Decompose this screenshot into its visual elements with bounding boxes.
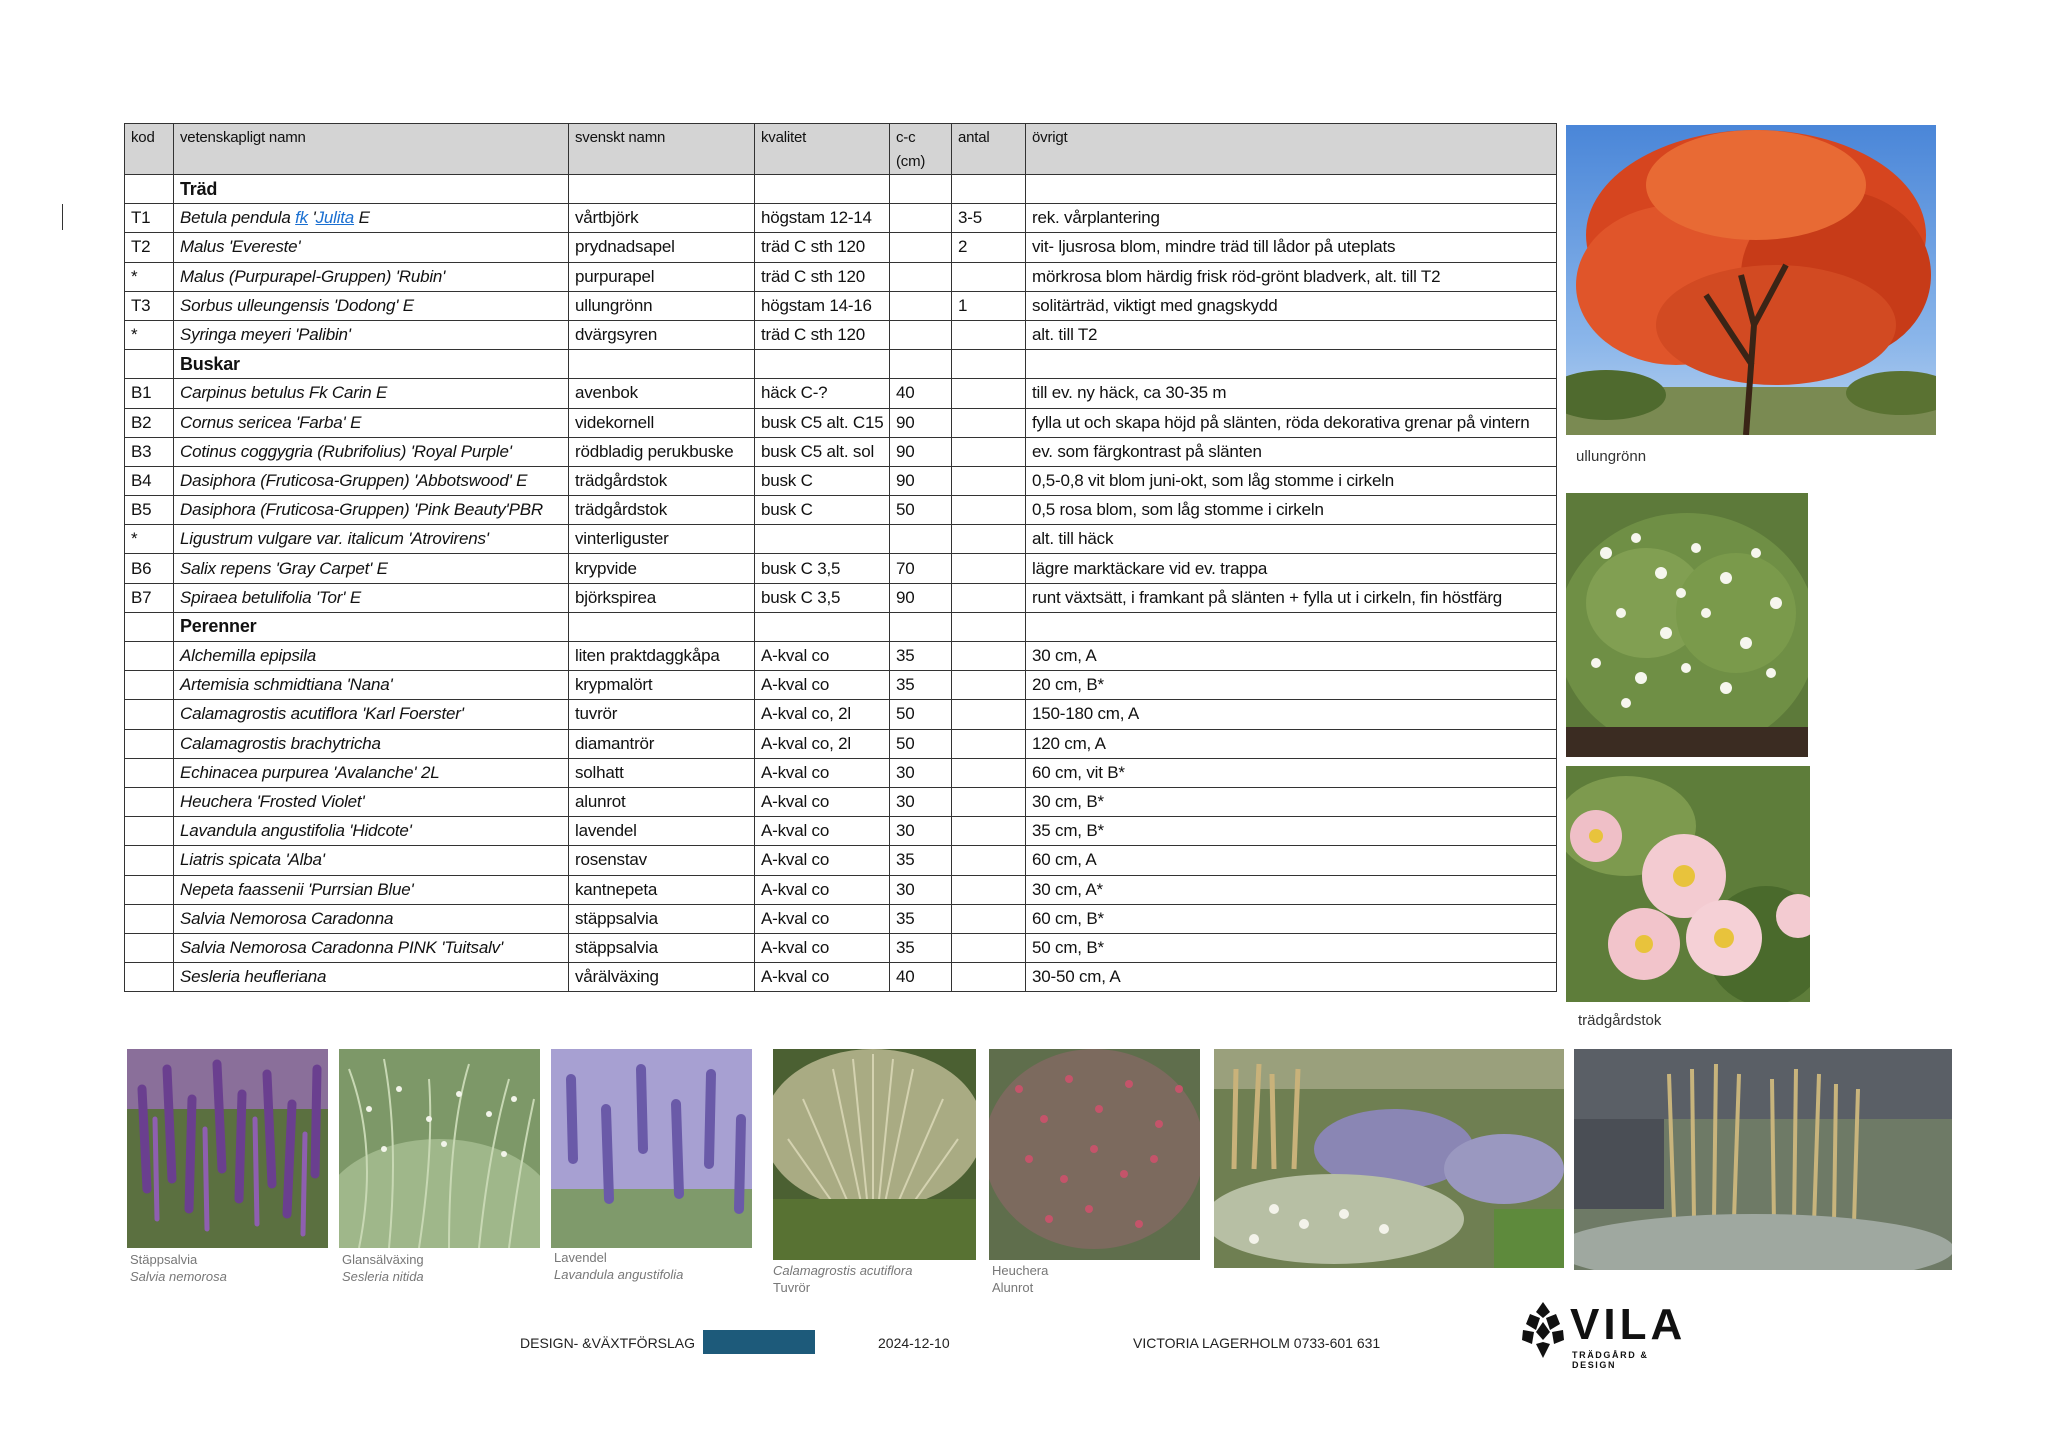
row-scientific-name: Echinacea purpurea 'Avalanche' 2L	[174, 758, 569, 787]
row-quality: A-kval co	[755, 642, 890, 671]
row-spacing: 35	[890, 904, 952, 933]
row-quantity	[952, 700, 1026, 729]
row-notes: vit- ljusrosa blom, mindre träd till lådor på uteplats	[1026, 233, 1557, 262]
row-notes: 0,5 rosa blom, som låg stomme i cirkeln	[1026, 496, 1557, 525]
heuchera-photo	[989, 1049, 1200, 1260]
row-scientific-name: Ligustrum vulgare var. italicum 'Atrovirens'	[174, 525, 569, 554]
row-code	[125, 817, 174, 846]
pink-potentilla-photo	[1566, 766, 1810, 1002]
row-notes: 60 cm, B*	[1026, 904, 1557, 933]
row-scientific-name: Artemisia schmidtiana 'Nana'	[174, 671, 569, 700]
row-notes: rek. vårplantering	[1026, 204, 1557, 233]
row-scientific-name: Perenner	[174, 612, 569, 641]
row-notes: 35 cm, B*	[1026, 817, 1557, 846]
row-quality: A-kval co	[755, 817, 890, 846]
row-spacing: 90	[890, 583, 952, 612]
table-row	[125, 262, 1557, 291]
row-notes: 150-180 cm, A	[1026, 700, 1557, 729]
row-scientific-name: Salix repens 'Gray Carpet' E	[174, 554, 569, 583]
row-spacing	[890, 262, 952, 291]
row-quantity	[952, 642, 1026, 671]
row-spacing	[890, 612, 952, 641]
gallery-caption-lavender: Lavendel Lavandula angustifolia	[554, 1250, 684, 1282]
row-notes	[1026, 612, 1557, 641]
row-scientific-name: Carpinus betulus Fk Carin E	[174, 379, 569, 408]
table-section-row	[125, 612, 1557, 641]
row-code: B6	[125, 554, 174, 583]
row-swedish-name	[569, 350, 755, 379]
row-quality: träd C sth 120	[755, 320, 890, 349]
row-spacing: 90	[890, 437, 952, 466]
row-swedish-name: vinterliguster	[569, 525, 755, 554]
table-header-row	[125, 124, 1557, 175]
row-scientific-name: Liatris spicata 'Alba'	[174, 846, 569, 875]
row-quality	[755, 612, 890, 641]
row-swedish-name: stäppsalvia	[569, 904, 755, 933]
table-row	[125, 933, 1557, 962]
row-quantity	[952, 175, 1026, 204]
table-row	[125, 204, 1557, 233]
row-notes: 60 cm, vit B*	[1026, 758, 1557, 787]
row-scientific-name: Syringa meyeri 'Palibin'	[174, 320, 569, 349]
rowan-tree-photo	[1566, 125, 1936, 435]
row-notes: solitärträd, viktigt med gnagskydd	[1026, 291, 1557, 320]
table-row	[125, 729, 1557, 758]
footer-contact: VICTORIA LAGERHOLM 0733-601 631	[1133, 1335, 1381, 1351]
row-swedish-name: solhatt	[569, 758, 755, 787]
row-code	[125, 642, 174, 671]
row-code: B3	[125, 437, 174, 466]
logo-name: VILA	[1570, 1300, 1687, 1349]
row-scientific-name: Cornus sericea 'Farba' E	[174, 408, 569, 437]
row-swedish-name	[569, 175, 755, 204]
row-code: B7	[125, 583, 174, 612]
row-spacing: 35	[890, 846, 952, 875]
row-notes: 20 cm, B*	[1026, 671, 1557, 700]
garden-border-photo	[1214, 1049, 1564, 1268]
redacted-block	[703, 1330, 815, 1354]
table-row	[125, 408, 1557, 437]
row-code: B5	[125, 496, 174, 525]
row-swedish-name: lavendel	[569, 817, 755, 846]
row-swedish-name: trädgårdstok	[569, 466, 755, 495]
table-row	[125, 291, 1557, 320]
row-swedish-name: liten praktdaggkåpa	[569, 642, 755, 671]
row-code	[125, 175, 174, 204]
row-swedish-name: vårälväxing	[569, 963, 755, 992]
row-swedish-name: avenbok	[569, 379, 755, 408]
row-notes: 120 cm, A	[1026, 729, 1557, 758]
row-swedish-name: alunrot	[569, 787, 755, 816]
row-quality: A-kval co, 2l	[755, 729, 890, 758]
row-spacing: 30	[890, 817, 952, 846]
row-spacing	[890, 204, 952, 233]
row-quantity	[952, 671, 1026, 700]
row-quality: A-kval co	[755, 846, 890, 875]
table-row	[125, 904, 1557, 933]
row-quality: A-kval co	[755, 758, 890, 787]
row-scientific-name: Lavandula angustifolia 'Hidcote'	[174, 817, 569, 846]
row-scientific-name: Sorbus ulleungensis 'Dodong' E	[174, 291, 569, 320]
row-swedish-name: vårtbjörk	[569, 204, 755, 233]
row-quantity	[952, 963, 1026, 992]
row-notes: 30 cm, A*	[1026, 875, 1557, 904]
row-notes: fylla ut och skapa höjd på slänten, röda dekorativa grenar på vintern	[1026, 408, 1557, 437]
row-code: T1	[125, 204, 174, 233]
link-julita[interactable]: Julita	[315, 208, 355, 228]
row-quantity	[952, 904, 1026, 933]
vila-logo	[1520, 1300, 1690, 1370]
row-quantity	[952, 525, 1026, 554]
row-scientific-name: Heuchera 'Frosted Violet'	[174, 787, 569, 816]
lavender-photo	[551, 1049, 752, 1248]
salvia-photo	[127, 1049, 328, 1248]
table-row	[125, 787, 1557, 816]
row-quantity	[952, 933, 1026, 962]
table-row	[125, 671, 1557, 700]
table-row	[125, 554, 1557, 583]
row-swedish-name: videkornell	[569, 408, 755, 437]
row-code: *	[125, 320, 174, 349]
table-row	[125, 525, 1557, 554]
row-notes: lägre marktäckare vid ev. trappa	[1026, 554, 1557, 583]
row-notes	[1026, 175, 1557, 204]
row-quantity	[952, 466, 1026, 495]
row-swedish-name: tuvrör	[569, 700, 755, 729]
row-spacing: 30	[890, 875, 952, 904]
row-spacing: 35	[890, 671, 952, 700]
row-scientific-name: Sesleria heufleriana	[174, 963, 569, 992]
row-code	[125, 933, 174, 962]
row-code: B1	[125, 379, 174, 408]
table-row	[125, 437, 1557, 466]
row-swedish-name: dvärgsyren	[569, 320, 755, 349]
row-spacing: 35	[890, 933, 952, 962]
row-quantity	[952, 350, 1026, 379]
row-notes: 0,5-0,8 vit blom juni-okt, som låg stomme i cirkeln	[1026, 466, 1557, 495]
row-spacing	[890, 350, 952, 379]
row-swedish-name: krypvide	[569, 554, 755, 583]
table-row	[125, 233, 1557, 262]
row-swedish-name: krypmalört	[569, 671, 755, 700]
row-code	[125, 350, 174, 379]
gallery-caption-calamagrostis: Calamagrostis acutiflora Tuvrör	[773, 1263, 913, 1295]
row-code	[125, 846, 174, 875]
row-swedish-name: trädgårdstok	[569, 496, 755, 525]
row-quality: A-kval co	[755, 904, 890, 933]
row-quality: A-kval co	[755, 787, 890, 816]
row-quality: busk C5 alt. C15	[755, 408, 890, 437]
pinecone-icon	[1520, 1300, 1566, 1360]
row-quality: högstam 12-14	[755, 204, 890, 233]
table-section-row	[125, 175, 1557, 204]
row-scientific-name: Nepeta faassenii 'Purrsian Blue'	[174, 875, 569, 904]
link-fk[interactable]: fk	[295, 208, 308, 228]
table-row	[125, 466, 1557, 495]
grasses-photo	[1574, 1049, 1952, 1270]
table-row	[125, 846, 1557, 875]
row-quantity	[952, 554, 1026, 583]
row-swedish-name: björkspirea	[569, 583, 755, 612]
row-quality: busk C 3,5	[755, 554, 890, 583]
row-quantity	[952, 729, 1026, 758]
col-header-quality: kvalitet	[755, 124, 890, 175]
row-spacing: 90	[890, 466, 952, 495]
row-scientific-name: Dasiphora (Fruticosa-Gruppen) 'Pink Beauty'PBR	[174, 496, 569, 525]
table-row	[125, 642, 1557, 671]
table-row	[125, 583, 1557, 612]
row-scientific-name: Salvia Nemorosa Caradonna PINK 'Tuitsalv'	[174, 933, 569, 962]
row-quantity: 1	[952, 291, 1026, 320]
row-quantity	[952, 612, 1026, 641]
row-quality: A-kval co, 2l	[755, 700, 890, 729]
row-quantity	[952, 262, 1026, 291]
row-swedish-name: kantnepeta	[569, 875, 755, 904]
row-code	[125, 729, 174, 758]
row-code: *	[125, 262, 174, 291]
footer-date: 2024-12-10	[878, 1335, 950, 1351]
row-code: T3	[125, 291, 174, 320]
row-quantity	[952, 875, 1026, 904]
row-quantity	[952, 437, 1026, 466]
sesleria-photo	[339, 1049, 540, 1248]
row-quality: busk C	[755, 466, 890, 495]
row-spacing	[890, 175, 952, 204]
row-quantity	[952, 496, 1026, 525]
row-spacing: 50	[890, 496, 952, 525]
row-scientific-name: Träd	[174, 175, 569, 204]
row-spacing: 35	[890, 642, 952, 671]
row-notes: 30 cm, A	[1026, 642, 1557, 671]
row-quantity	[952, 817, 1026, 846]
col-header-quantity: antal	[952, 124, 1026, 175]
row-notes: ev. som färgkontrast på slänten	[1026, 437, 1557, 466]
row-notes: mörkrosa blom härdig frisk röd-grönt bladverk, alt. till T2	[1026, 262, 1557, 291]
row-quality: A-kval co	[755, 671, 890, 700]
row-swedish-name: prydnadsapel	[569, 233, 755, 262]
calamagrostis-photo	[773, 1049, 976, 1260]
row-swedish-name: purpurapel	[569, 262, 755, 291]
row-notes: 30 cm, B*	[1026, 787, 1557, 816]
row-quantity	[952, 846, 1026, 875]
row-swedish-name: ullungrönn	[569, 291, 755, 320]
row-quantity	[952, 787, 1026, 816]
col-header-swedish-name: svenskt namn	[569, 124, 755, 175]
row-quality: träd C sth 120	[755, 233, 890, 262]
row-quality: A-kval co	[755, 933, 890, 962]
table-row	[125, 320, 1557, 349]
table-row	[125, 875, 1557, 904]
row-notes: alt. till häck	[1026, 525, 1557, 554]
potentilla-caption: trädgårdstok	[1578, 1012, 1662, 1029]
row-quality: träd C sth 120	[755, 262, 890, 291]
gallery-caption-salvia: Stäppsalvia Salvia nemorosa	[130, 1252, 227, 1284]
row-spacing: 40	[890, 963, 952, 992]
rowan-caption: ullungrönn	[1576, 448, 1647, 465]
row-scientific-name: Betula pendula fk 'Julita E	[174, 204, 569, 233]
row-code: T2	[125, 233, 174, 262]
row-quality	[755, 350, 890, 379]
row-quality: busk C5 alt. sol	[755, 437, 890, 466]
row-code	[125, 875, 174, 904]
row-notes: till ev. ny häck, ca 30-35 m	[1026, 379, 1557, 408]
row-scientific-name: Calamagrostis brachytricha	[174, 729, 569, 758]
row-code	[125, 963, 174, 992]
row-scientific-name: Buskar	[174, 350, 569, 379]
row-spacing: 70	[890, 554, 952, 583]
row-quality: A-kval co	[755, 875, 890, 904]
row-notes: 50 cm, B*	[1026, 933, 1557, 962]
row-code	[125, 787, 174, 816]
table-row	[125, 963, 1557, 992]
table-row	[125, 496, 1557, 525]
row-spacing	[890, 291, 952, 320]
row-spacing	[890, 525, 952, 554]
row-scientific-name: Calamagrostis acutiflora 'Karl Foerster'	[174, 700, 569, 729]
row-quantity: 3-5	[952, 204, 1026, 233]
table-row	[125, 817, 1557, 846]
row-spacing: 40	[890, 379, 952, 408]
row-swedish-name: rosenstav	[569, 846, 755, 875]
table-row	[125, 379, 1557, 408]
row-quality: busk C 3,5	[755, 583, 890, 612]
gallery-caption-sesleria: Glansälväxing Sesleria nitida	[342, 1252, 424, 1284]
row-quality: högstam 14-16	[755, 291, 890, 320]
col-header-spacing: c-c (cm)	[890, 124, 952, 175]
table-row	[125, 758, 1557, 787]
col-header-kod: kod	[125, 124, 174, 175]
text-cursor	[62, 204, 63, 230]
row-scientific-name: Salvia Nemorosa Caradonna	[174, 904, 569, 933]
row-notes: 30-50 cm, A	[1026, 963, 1557, 992]
row-spacing: 50	[890, 700, 952, 729]
row-swedish-name: stäppsalvia	[569, 933, 755, 962]
row-spacing: 30	[890, 758, 952, 787]
logo-subtitle: TRÄDGÅRD & DESIGN	[1572, 1350, 1649, 1370]
row-quantity	[952, 408, 1026, 437]
row-swedish-name	[569, 612, 755, 641]
row-scientific-name: Dasiphora (Fruticosa-Gruppen) 'Abbotswood' E	[174, 466, 569, 495]
row-notes: alt. till T2	[1026, 320, 1557, 349]
row-quality	[755, 525, 890, 554]
row-quantity	[952, 320, 1026, 349]
plant-table	[124, 123, 1557, 992]
row-scientific-name: Malus (Purpurapel-Gruppen) 'Rubin'	[174, 262, 569, 291]
row-quality: A-kval co	[755, 963, 890, 992]
col-header-scientific-name: vetenskapligt namn	[174, 124, 569, 175]
row-spacing: 90	[890, 408, 952, 437]
row-notes: runt växtsätt, i framkant på slänten + fylla ut i cirkeln, fin höstfärg	[1026, 583, 1557, 612]
col-header-notes: övrigt	[1026, 124, 1557, 175]
row-swedish-name: diamantrör	[569, 729, 755, 758]
row-quality: häck C-?	[755, 379, 890, 408]
row-scientific-name: Spiraea betulifolia 'Tor' E	[174, 583, 569, 612]
row-code	[125, 671, 174, 700]
row-code	[125, 758, 174, 787]
footer-design-label: DESIGN- &VÄXTFÖRSLAG	[520, 1335, 696, 1351]
row-spacing	[890, 320, 952, 349]
row-notes: 60 cm, A	[1026, 846, 1557, 875]
row-quantity	[952, 758, 1026, 787]
gallery-caption-heuchera: Heuchera Alunrot	[992, 1263, 1049, 1295]
row-scientific-name: Alchemilla epipsila	[174, 642, 569, 671]
row-quantity	[952, 583, 1026, 612]
row-quantity: 2	[952, 233, 1026, 262]
row-quality	[755, 175, 890, 204]
row-code	[125, 612, 174, 641]
row-spacing: 50	[890, 729, 952, 758]
table-section-row	[125, 350, 1557, 379]
row-code: B2	[125, 408, 174, 437]
row-notes	[1026, 350, 1557, 379]
row-code: B4	[125, 466, 174, 495]
row-code: *	[125, 525, 174, 554]
row-code	[125, 904, 174, 933]
row-spacing: 30	[890, 787, 952, 816]
row-spacing	[890, 233, 952, 262]
row-code	[125, 700, 174, 729]
row-swedish-name: rödbladig perukbuske	[569, 437, 755, 466]
white-potentilla-photo	[1566, 493, 1808, 757]
table-row	[125, 700, 1557, 729]
row-quality: busk C	[755, 496, 890, 525]
row-scientific-name: Cotinus coggygria (Rubrifolius) 'Royal Purple'	[174, 437, 569, 466]
row-quantity	[952, 379, 1026, 408]
row-scientific-name: Malus 'Evereste'	[174, 233, 569, 262]
